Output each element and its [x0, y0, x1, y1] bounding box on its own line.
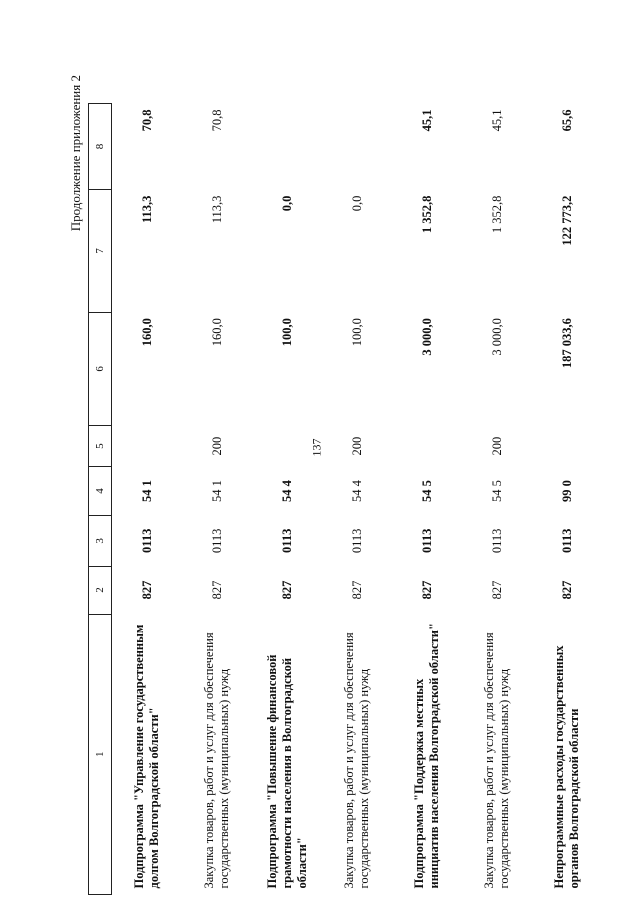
row-name: Подпрограмма "Повышение финансовой грамотности населения в Волгоградской области"	[264, 654, 309, 889]
col-header-2: 2	[89, 566, 112, 614]
row-c8: 70,8	[139, 109, 154, 132]
row-c7: 122 773,2	[559, 195, 574, 246]
row-c3: 0113	[139, 528, 154, 553]
row-c6: 160,0	[209, 318, 224, 347]
row-c3: 0113	[489, 528, 504, 554]
row-c8: 45,1	[419, 109, 434, 132]
row-c8	[252, 104, 322, 190]
row-c3: 0113	[349, 528, 364, 554]
row-c4: 54 1	[139, 480, 154, 502]
row-c2: 827	[139, 580, 154, 600]
row-c7: 1 352,8	[489, 195, 504, 234]
col-header-8: 8	[89, 104, 112, 190]
header-row	[89, 104, 112, 895]
row-c6: 160,0	[139, 318, 154, 347]
row-c2: 827	[279, 580, 294, 600]
col-header-6: 6	[89, 312, 112, 426]
row-name: Закупка товаров, работ и услуг для обеспечения государственных (муниципальных) нужд	[202, 632, 231, 889]
row-c5	[392, 426, 462, 467]
row-c4: 54 1	[209, 480, 224, 502]
row-c2: 827	[489, 580, 504, 600]
row-c2: 827	[209, 580, 224, 600]
table-row	[392, 104, 462, 895]
row-c5	[532, 426, 602, 467]
row-name: Подпрограмма "Управление государственным долгом Волгоградской области"	[132, 624, 161, 889]
row-c6: 100,0	[349, 318, 364, 347]
row-c2: 827	[419, 580, 434, 600]
col-header-1: 1	[89, 614, 112, 894]
row-c7: 0,0	[279, 195, 294, 212]
row-c8: 70,8	[209, 109, 224, 132]
table-row	[322, 104, 392, 895]
table-row	[252, 104, 322, 895]
row-c7: 1 352,8	[419, 195, 434, 234]
table-row	[462, 104, 532, 895]
col-header-7: 7	[89, 190, 112, 313]
col-header-3: 3	[89, 516, 112, 566]
row-c4: 54 5	[489, 480, 504, 502]
row-c6: 3 000,0	[419, 318, 434, 356]
table-row	[182, 104, 252, 895]
row-c8: 65,6	[559, 109, 574, 132]
row-c3: 0113	[279, 528, 294, 553]
row-c7: 0,0	[349, 195, 364, 212]
row-c8: 45,1	[489, 109, 504, 132]
budget-table	[88, 103, 602, 895]
row-c5: 200	[489, 436, 504, 456]
row-c2: 827	[559, 580, 574, 600]
row-c3: 0113	[559, 528, 574, 553]
row-c5	[112, 426, 183, 467]
row-c4: 54 5	[419, 480, 434, 502]
row-name: Непрограммные расходы государственных органов Волгоградской области	[552, 645, 581, 889]
row-c4: 99 0	[559, 480, 574, 502]
appendix-note: Продолжение приложения 2	[68, 75, 83, 232]
row-c8	[322, 104, 392, 190]
row-c6: 3 000,0	[489, 318, 504, 356]
row-c5: 200	[209, 436, 224, 456]
rotated-page	[60, 67, 580, 895]
table-row	[532, 104, 602, 895]
col-header-4: 4	[89, 466, 112, 515]
row-c5	[252, 426, 322, 467]
row-c5: 200	[349, 436, 364, 456]
table-row	[112, 104, 183, 895]
table-body	[112, 104, 603, 895]
row-c2: 827	[349, 580, 364, 600]
row-c3: 0113	[419, 528, 434, 553]
row-c7: 113,3	[209, 195, 224, 224]
row-name: Закупка товаров, работ и услуг для обеспечения государственных (муниципальных) нужд	[482, 632, 511, 889]
row-c4: 54 4	[349, 480, 364, 502]
col-header-5: 5	[89, 426, 112, 467]
row-c6: 100,0	[279, 318, 294, 347]
row-c3: 0113	[209, 528, 224, 554]
page-number: 137	[309, 438, 324, 457]
row-c4: 54 4	[279, 480, 294, 502]
row-c7: 113,3	[139, 195, 154, 224]
row-c6: 187 033,6	[559, 318, 574, 369]
row-name: Подпрограмма "Поддержка местных инициатив населения Волгоградской области"	[412, 623, 441, 889]
row-name: Закупка товаров, работ и услуг для обеспечения государственных (муниципальных) нужд	[342, 632, 371, 889]
